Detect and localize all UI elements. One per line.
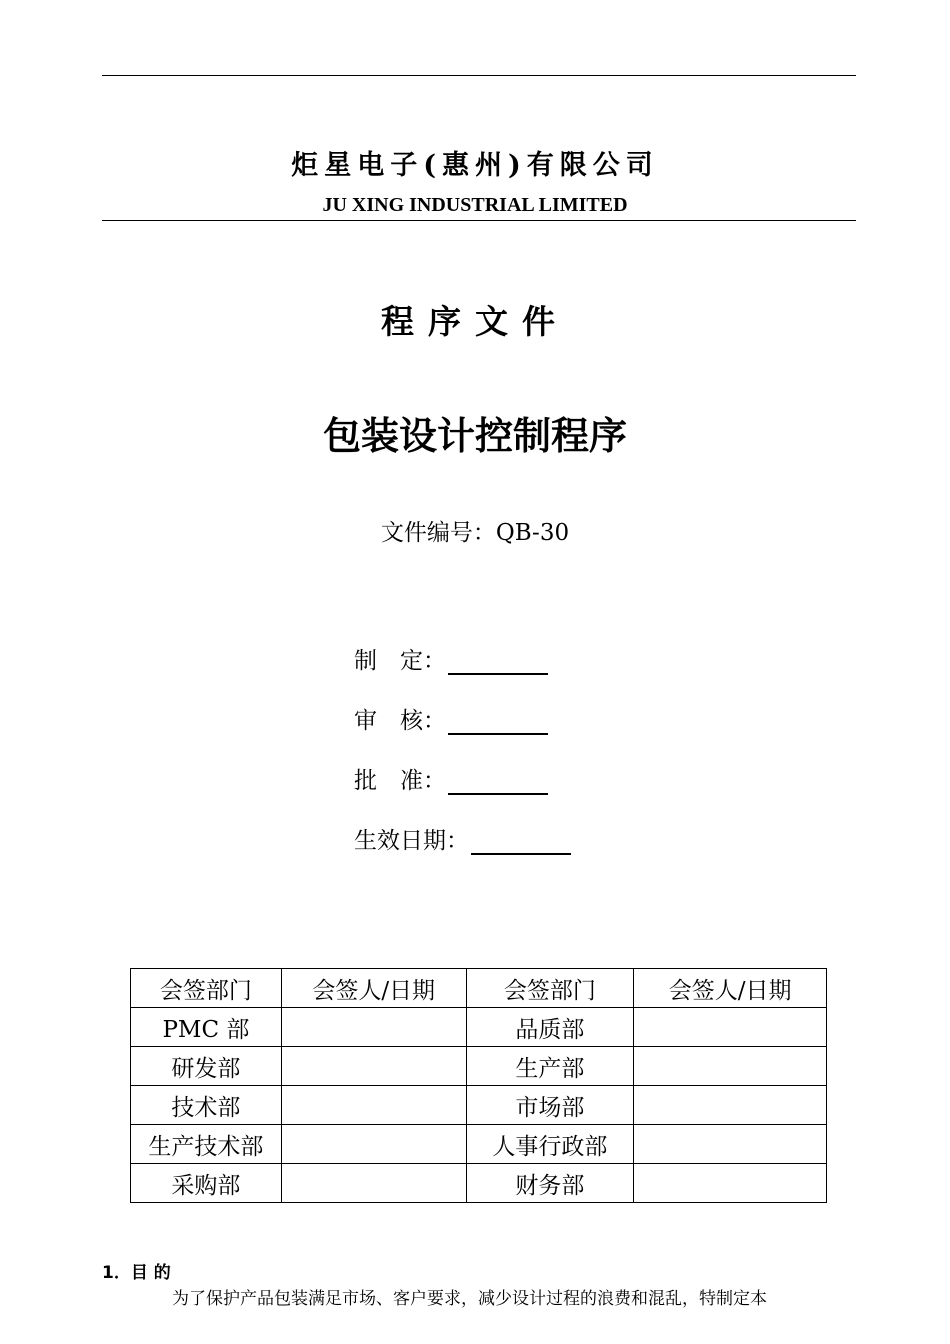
- department-cell: 生产部: [466, 1047, 634, 1086]
- department-cell: PMC 部: [131, 1008, 282, 1047]
- company-name-english: JU XING INDUSTRIAL LIMITED: [322, 194, 628, 216]
- reviewed-by-field: [354, 702, 548, 735]
- approved-signature-line: [448, 771, 548, 795]
- signature-cell: [281, 1047, 466, 1086]
- effective-date-field: [354, 822, 571, 855]
- signature-cell: [634, 1047, 827, 1086]
- table-row: [131, 1008, 827, 1047]
- department-cell: 采购部: [131, 1164, 282, 1203]
- table-row: [131, 1086, 827, 1125]
- header-cell: 会签人/日期: [281, 969, 466, 1008]
- company-name-chinese: 炬星电子(惠州)有限公司: [291, 150, 659, 181]
- department-cell: 市场部: [466, 1086, 634, 1125]
- signature-cell: [281, 1164, 466, 1203]
- department-cell: 品质部: [466, 1008, 634, 1047]
- signature-cell: [281, 1086, 466, 1125]
- header-cell: 会签部门: [131, 969, 282, 1008]
- effective-date-label: 生效日期：: [354, 828, 469, 854]
- effective-date-line: [471, 831, 571, 855]
- department-cell: 研发部: [131, 1047, 282, 1086]
- countersign-table: [130, 968, 827, 1203]
- drafted-label: 制 定：: [354, 648, 446, 674]
- document-type: 程序文件: [381, 302, 569, 341]
- table-row: [131, 1164, 827, 1203]
- drafted-signature-line: [448, 651, 548, 675]
- department-cell: 人事行政部: [466, 1125, 634, 1164]
- signature-cell: [281, 1125, 466, 1164]
- reviewed-label: 审 核：: [354, 708, 446, 734]
- document-title: 包装设计控制程序: [322, 414, 627, 458]
- table-header-row: [131, 969, 827, 1008]
- header-bottom-rule: [102, 220, 856, 221]
- table-row: [131, 1125, 827, 1164]
- department-cell: 财务部: [466, 1164, 634, 1203]
- header-top-rule: [102, 75, 856, 76]
- signature-cell: [281, 1008, 466, 1047]
- signature-cell: [634, 1125, 827, 1164]
- department-cell: 技术部: [131, 1086, 282, 1125]
- approved-label: 批 准：: [354, 768, 446, 794]
- header-cell: 会签人/日期: [634, 969, 827, 1008]
- department-cell: 生产技术部: [131, 1125, 282, 1164]
- section-purpose-body: 为了保护产品包装满足市场、客户要求，减少设计过程的浪费和混乱，特制定本: [172, 1289, 767, 1309]
- section-purpose-heading: 1．目 的: [102, 1263, 171, 1283]
- signature-cell: [634, 1086, 827, 1125]
- drafted-by-field: [354, 642, 548, 675]
- approved-by-field: [354, 762, 548, 795]
- signature-cell: [634, 1164, 827, 1203]
- header-cell: 会签部门: [466, 969, 634, 1008]
- reviewed-signature-line: [448, 711, 548, 735]
- signature-cell: [634, 1008, 827, 1047]
- table-row: [131, 1047, 827, 1086]
- document-number: 文件编号：QB-30: [380, 520, 570, 546]
